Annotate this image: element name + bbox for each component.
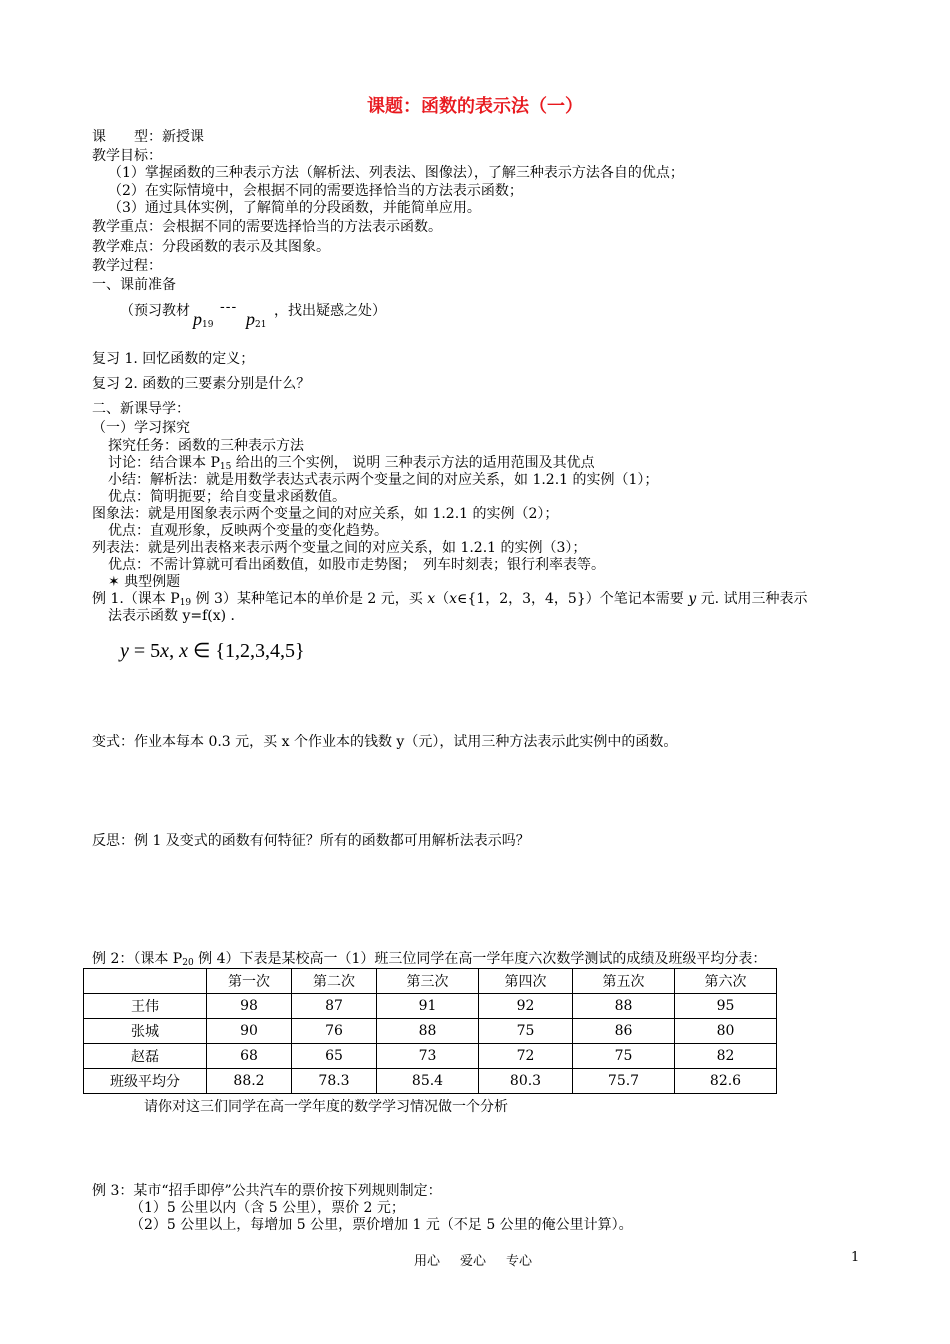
preview-page-end	[246, 310, 266, 334]
formula-x: x	[160, 640, 170, 662]
study-heading: （一）学习探究	[92, 420, 190, 436]
variable-x: x	[427, 591, 436, 607]
table-header-cell: 第五次	[573, 969, 675, 994]
example3-rule: （2）5 公里以上，每增加 5 公里，票价增加 1 元（不足 5 公里的俺公里计算）。	[130, 1217, 633, 1233]
table-cell: 68	[207, 1044, 292, 1069]
example1-text: ∈{1，2，3，4，5}）个笔记本需要	[457, 591, 689, 607]
table-header-row	[84, 969, 777, 994]
preview-page-start	[193, 310, 213, 334]
score-table	[83, 968, 777, 1094]
objectives-heading: 教学目标：	[92, 148, 162, 164]
page-number: 20	[182, 958, 194, 968]
table-cell: 76	[292, 1019, 377, 1044]
variable-y: y	[688, 591, 697, 607]
table-row	[84, 1044, 777, 1069]
review-2: 复习 2. 函数的三要素分别是什么？	[92, 376, 311, 392]
table-header-cell	[84, 969, 207, 994]
objective-item: （2）在实际情境中，会根据不同的需要选择恰当的方法表示函数；	[108, 183, 523, 199]
table-cell: 85.4	[377, 1069, 479, 1094]
table-cell: 82	[675, 1044, 777, 1069]
section1-heading: 一、课前准备	[92, 277, 176, 293]
table-cell: 赵磊	[84, 1044, 207, 1069]
table-cell: 72	[479, 1044, 573, 1069]
table-header-cell: 第二次	[292, 969, 377, 994]
lesson-title: 课题：函数的表示法（一）	[367, 96, 583, 117]
example1-text: （	[435, 591, 450, 607]
graph-method: 图象法：就是用图象表示两个变量之间的对应关系，如 1.2.1 的实例（2）；	[92, 506, 559, 522]
table-cell: 88.2	[207, 1069, 292, 1094]
advantage-graph: 优点：直观形象，反映两个变量的变化趋势。	[108, 523, 388, 539]
process-heading: 教学过程：	[92, 258, 162, 274]
formula-set: {1,2,3,4,5}	[215, 640, 305, 662]
advantage-list: 优点：不需计算就可看出函数值，如股市走势图； 列车时刻表；银行利率表等。	[108, 557, 605, 573]
table-header-cell: 第三次	[377, 969, 479, 994]
objective-item: （3）通过具体实例，了解简单的分段函数，并能简单应用。	[108, 200, 481, 216]
example2-text: 例 4）下表是某校高一（1）班三位同学在高一学年度六次数学测试的成绩及班级平均分表：	[193, 951, 767, 967]
page-symbol: p	[193, 309, 202, 329]
summary-analytic: 小结：解析法：就是用数学表达式表示两个变量之间的对应关系，如 1.2.1 的实例（1）；	[108, 472, 659, 488]
table-cell: 78.3	[292, 1069, 377, 1094]
page-symbol: p	[246, 309, 255, 329]
formula-in: ∈	[187, 640, 216, 662]
list-method: 列表法：就是列出表格来表示两个变量之间的对应关系，如 1.2.1 的实例（3）；	[92, 540, 587, 556]
table-cell: 张城	[84, 1019, 207, 1044]
table-cell: 91	[377, 994, 479, 1019]
table-header-cell: 第一次	[207, 969, 292, 994]
preview-prefix: （预习教材	[120, 303, 190, 319]
table-cell: 75	[573, 1044, 675, 1069]
example1-text: 例 1.（课本 P	[92, 591, 180, 607]
preview-suffix: ，找出疑惑之处）	[274, 303, 386, 319]
example1-formula	[120, 638, 305, 663]
table-cell: 95	[675, 994, 777, 1019]
objective-item: （1）掌握函数的三种表示方法（解析法、列表法、图像法），了解三种表示方法各自的优点；	[108, 165, 684, 181]
key-point: 教学重点：会根据不同的需要选择恰当的方法表示函数。	[92, 219, 442, 235]
table-cell: 90	[207, 1019, 292, 1044]
table-cell: 班级平均分	[84, 1069, 207, 1094]
example3-rule: （1）5 公里以内（含 5 公里），票价 2 元；	[130, 1200, 405, 1216]
explore-task: 探究任务：函数的三种表示方法	[108, 438, 304, 454]
page-number: 21	[255, 320, 267, 330]
table-cell: 88	[573, 994, 675, 1019]
table-cell: 88	[377, 1019, 479, 1044]
footer-motto: 爱心	[460, 1254, 487, 1269]
page-number: 15	[219, 462, 232, 472]
table-cell: 65	[292, 1044, 377, 1069]
formula-equals: = 5	[128, 640, 161, 662]
example2-analysis: 请你对这三们同学在高一学年度的数学学习情况做一个分析	[144, 1099, 508, 1115]
example3-intro: 例 3：某市“招手即停”公共汽车的票价按下列规则制定：	[92, 1183, 442, 1199]
footer-motto: 用心	[414, 1254, 441, 1269]
table-cell: 75	[479, 1019, 573, 1044]
formula-comma: ,	[169, 640, 180, 662]
lesson-type: 课 型：新授课	[92, 129, 204, 145]
table-cell: 82.6	[675, 1069, 777, 1094]
example1-line2: 法表示函数 y=f(x) ．	[108, 608, 245, 624]
discussion-text: 讨论：结合课本 P	[108, 455, 220, 471]
review-1: 复习 1. 回忆函数的定义；	[92, 351, 255, 367]
table-row	[84, 1069, 777, 1094]
table-cell: 86	[573, 1019, 675, 1044]
difficulty: 教学难点：分段函数的表示及其图象。	[92, 239, 330, 255]
example1-text: 元. 试用三种表示	[696, 591, 808, 607]
variable-x: x	[449, 591, 458, 607]
table-header-cell: 第六次	[675, 969, 777, 994]
table-header-cell: 第四次	[479, 969, 573, 994]
reflection: 反思：例 1 及变式的函数有何特征？所有的函数都可用解析法表示吗？	[92, 833, 530, 849]
table-cell: 80	[675, 1019, 777, 1044]
table-cell: 98	[207, 994, 292, 1019]
table-cell: 王伟	[84, 994, 207, 1019]
section2-heading: 二、新课导学：	[92, 401, 190, 417]
discussion-text: 给出的三个实例， 说明 三种表示方法的适用范围及其优点	[231, 455, 595, 471]
table-cell: 87	[292, 994, 377, 1019]
preview-dash: ---	[220, 299, 238, 315]
page-number: 19	[202, 320, 214, 330]
examples-heading: ✶ 典型例题	[108, 574, 181, 590]
table-cell: 92	[479, 994, 573, 1019]
table-row	[84, 994, 777, 1019]
page-number: 1	[851, 1250, 860, 1265]
variant: 变式：作业本每本 0.3 元，买 x 个作业本的钱数 y（元），试用三种方法表示此实例中的函数。	[92, 734, 678, 750]
formula-x: x	[179, 640, 188, 662]
footer-motto: 专心	[506, 1254, 533, 1269]
formula-y: y	[120, 640, 129, 662]
table-cell: 75.7	[573, 1069, 675, 1094]
example1-text: 例 3）某种笔记本的单价是 2 元，买	[191, 591, 428, 607]
table-cell: 80.3	[479, 1069, 573, 1094]
example2-text: 例 2：（课本 P	[92, 951, 183, 967]
table-row	[84, 1019, 777, 1044]
advantage-analytic: 优点：简明扼要；给自变量求函数值。	[108, 489, 346, 505]
page-number: 19	[179, 598, 192, 608]
table-cell: 73	[377, 1044, 479, 1069]
